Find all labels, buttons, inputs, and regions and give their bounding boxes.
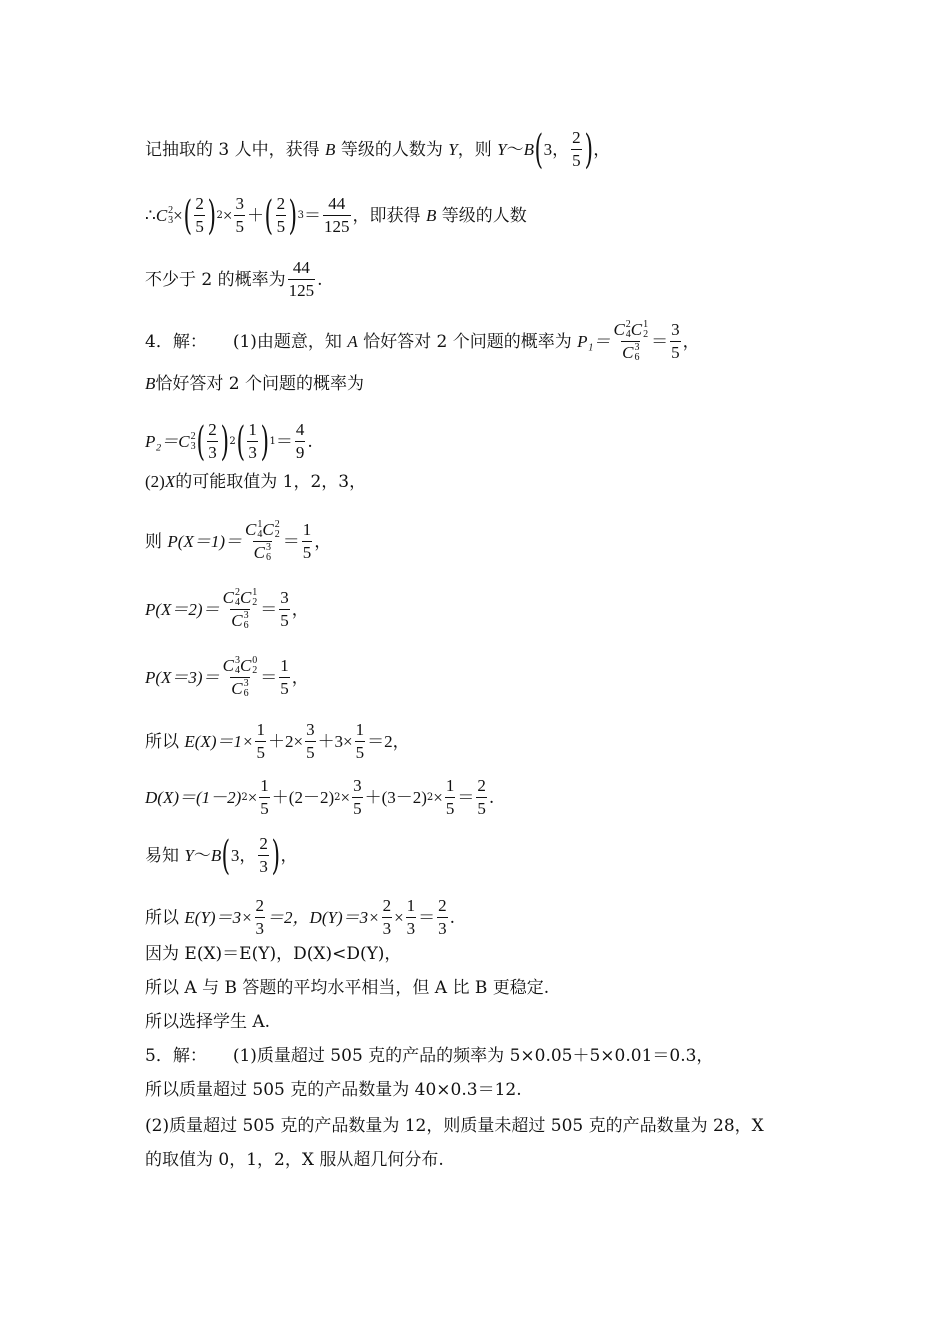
fraction: $\frac{4}{9}$: [295, 420, 305, 462]
text: 不少于 2 的概率为: [145, 269, 286, 290]
text: .: [307, 431, 313, 452]
line-stable: [145, 976, 549, 1000]
expression: E(X)＝1×: [184, 731, 254, 751]
line-y-binomial: [145, 834, 297, 877]
text: ～: [506, 139, 524, 160]
line-b-prob: [145, 372, 364, 396]
fraction: $\frac{2}{3}$: [382, 896, 392, 938]
text: ，: [314, 531, 332, 552]
exponent: 2: [426, 791, 434, 803]
line-binomial-definition: [145, 128, 610, 171]
var-b: B: [523, 139, 534, 159]
line-p2: [145, 420, 313, 463]
fraction: $\frac{2}{5}$: [276, 194, 286, 236]
fraction: $\frac{3}{5}$: [353, 776, 362, 818]
text: 恰好答对 2 个问题的概率为: [357, 331, 578, 352]
right-paren: ): [220, 418, 229, 465]
text: ，: [291, 599, 309, 620]
line-problem-4: [145, 320, 700, 363]
fraction: $\frac{1}{5}$: [445, 776, 455, 818]
expression: ＋3×: [317, 731, 353, 751]
text: 因为 E(X)＝E(Y)，D(X)<D(Y)，: [145, 944, 402, 964]
exponent: 3: [297, 209, 305, 221]
times: ×: [247, 787, 258, 807]
expression: ＝2，D(Y)＝3×: [267, 907, 380, 927]
fraction: $\frac{2}{3}$: [208, 420, 217, 462]
equals: ＝: [304, 205, 322, 225]
line-ey-dy: [145, 896, 455, 939]
text: ～: [193, 845, 211, 866]
line-probability-sum: [145, 194, 527, 237]
line-px2: [145, 588, 309, 631]
var-y: Y: [497, 139, 507, 159]
combination: C 2 3: [178, 430, 196, 452]
text: ，: [280, 845, 298, 866]
fraction: $\frac{1}{5}$: [260, 776, 269, 818]
fraction: $\frac{2}{3}$: [259, 834, 268, 876]
text: (2)质量超过 505 克的产品数量为 12，则质量未超过 505 克的产品数量为 28，X: [145, 1116, 764, 1136]
text: 所以: [145, 731, 185, 752]
line-problem-5: [145, 1044, 713, 1068]
text: 等级的人数为: [335, 139, 449, 160]
line-compare: [145, 942, 401, 966]
var-x: X: [164, 472, 176, 491]
text: 记抽取的 3 人中，获得: [145, 139, 326, 160]
text: 易知: [145, 845, 185, 866]
left-paren: (: [221, 832, 231, 879]
fraction: $\frac{2}{5}$: [572, 128, 581, 170]
text: ，: [291, 667, 309, 688]
expression: P(X＝3)＝: [145, 667, 220, 687]
fraction: $\frac{1}{5}$: [355, 720, 365, 762]
fraction: $\frac{2}{5}$: [477, 776, 486, 818]
fraction: C 2 4 C 1 2 C 3 6: [613, 319, 649, 363]
right-paren: ): [584, 126, 593, 173]
fraction: $\frac{2}{5}$: [195, 194, 204, 236]
fraction: $\frac{1}{5}$: [302, 520, 312, 562]
fraction: $\frac{2}{3}$: [438, 896, 447, 938]
line-choose: [145, 1010, 270, 1034]
problem-label: 5．解：: [145, 1046, 207, 1066]
text: ，: [682, 331, 700, 352]
text: 则: [145, 531, 168, 552]
expression: P(X＝2)＝: [145, 599, 220, 619]
problem-label: 4．解：: [145, 331, 207, 352]
equals: ＝: [418, 907, 436, 927]
fraction: $\frac{44}{125}$: [288, 258, 315, 300]
line-x-values: (2) X 的可能取值为 1，2，3，: [145, 472, 367, 492]
var-y: Y: [184, 845, 194, 865]
fraction: $\frac{1}{5}$: [280, 656, 289, 698]
right-paren: ): [207, 192, 216, 239]
expression: D(X)＝(1－2): [145, 787, 242, 807]
text: 的可能取值为 1，2，3，: [175, 472, 367, 492]
plus: ＋: [246, 205, 264, 225]
text: .: [449, 907, 456, 928]
left-paren: (: [534, 126, 544, 173]
equals: ＝: [457, 787, 475, 807]
therefore-symbol: ∴: [145, 205, 156, 226]
var-b: B: [210, 845, 222, 865]
fraction: C 2 4 C 1 2 C 3 6: [222, 587, 258, 631]
equals: ＝: [260, 599, 278, 619]
text: ，即获得: [352, 205, 426, 226]
expression: ＋2×: [267, 731, 304, 751]
text: .: [317, 269, 323, 290]
fraction: $\frac{1}{3}$: [248, 420, 257, 462]
times: ×: [433, 787, 443, 807]
text: 3，: [230, 845, 257, 865]
line-px3: [145, 656, 309, 699]
line-ex: [145, 720, 410, 763]
text: ，: [593, 139, 611, 160]
left-paren: (: [196, 418, 205, 465]
line-px1: [145, 520, 331, 563]
text: 所以 A 与 B 答题的平均水平相当，但 A 比 B 更稳定.: [145, 978, 550, 998]
var-a: A: [347, 331, 358, 351]
text: 3，: [543, 139, 570, 159]
fraction: $\frac{2}{3}$: [255, 896, 265, 938]
text: ，则: [457, 139, 498, 160]
equals: ＝: [275, 431, 293, 451]
exponent: 2: [229, 435, 236, 447]
expression: ＝2，: [367, 731, 410, 751]
var-b: B: [325, 139, 336, 159]
text: 等级的人数: [436, 205, 527, 226]
fraction: $\frac{1}{5}$: [256, 720, 265, 762]
text: .: [488, 787, 495, 808]
var-b: B: [425, 205, 437, 225]
text: 恰好答对 2 个问题的概率为: [155, 374, 365, 394]
expression: ＋(3－2): [364, 787, 427, 807]
times: ×: [173, 205, 183, 225]
var-b: B: [145, 374, 156, 393]
exponent: 2: [334, 791, 341, 803]
expression: E(Y)＝3×: [184, 907, 253, 927]
fraction: $\frac{44}{125}$: [324, 194, 350, 236]
fraction: C 1 4 C 2 2 C 3 6: [245, 519, 280, 563]
fraction: $\frac{3}{5}$: [671, 320, 680, 362]
exponent: 2: [241, 791, 248, 803]
text: 的取值为 0，1，2，X 服从超几何分布.: [145, 1150, 444, 1170]
fraction: $\frac{3}{5}$: [280, 588, 289, 630]
line-part2: [145, 1114, 764, 1138]
line-conclusion: [145, 258, 323, 301]
text: 所以质量超过 505 克的产品数量为 40×0.3＝12.: [145, 1080, 522, 1100]
times: ×: [222, 205, 233, 225]
p1-label: P₁＝: [577, 331, 611, 351]
times: ×: [340, 787, 351, 807]
line-count: [145, 1078, 522, 1102]
line-dx: [145, 776, 494, 819]
text: 所以选择学生 A.: [145, 1012, 271, 1032]
expression: P(X＝1)＝: [167, 531, 242, 551]
left-paren: (: [183, 192, 192, 239]
right-paren: ): [271, 832, 280, 879]
equals: ＝: [651, 331, 669, 351]
fraction: C 3 4 C 0 2 C 3 6: [222, 655, 258, 699]
exponent: 1: [269, 435, 276, 447]
var-y: Y: [448, 139, 458, 159]
fraction: $\frac{1}{3}$: [406, 896, 416, 938]
fraction: $\frac{3}{5}$: [235, 194, 244, 236]
line-hypergeometric: [145, 1148, 444, 1172]
left-paren: (: [264, 192, 274, 239]
left-paren: (: [236, 418, 245, 465]
equals: ＝: [282, 531, 300, 551]
right-paren: ): [260, 418, 269, 465]
combination: C 2 3: [155, 204, 174, 226]
equals: ＝: [260, 667, 278, 687]
expression: ＋(2－2): [271, 787, 335, 807]
text: (1)由题意，知: [232, 331, 348, 352]
fraction: $\frac{3}{5}$: [306, 720, 315, 762]
text: 所以: [145, 907, 185, 928]
exponent: 2: [216, 209, 223, 221]
text: (1)质量超过 505 克的产品的频率为 5×0.05＋5×0.01＝0.3，: [232, 1046, 714, 1066]
p2-label: P₂＝: [145, 431, 179, 451]
right-paren: ): [288, 192, 298, 239]
times: ×: [394, 907, 404, 927]
